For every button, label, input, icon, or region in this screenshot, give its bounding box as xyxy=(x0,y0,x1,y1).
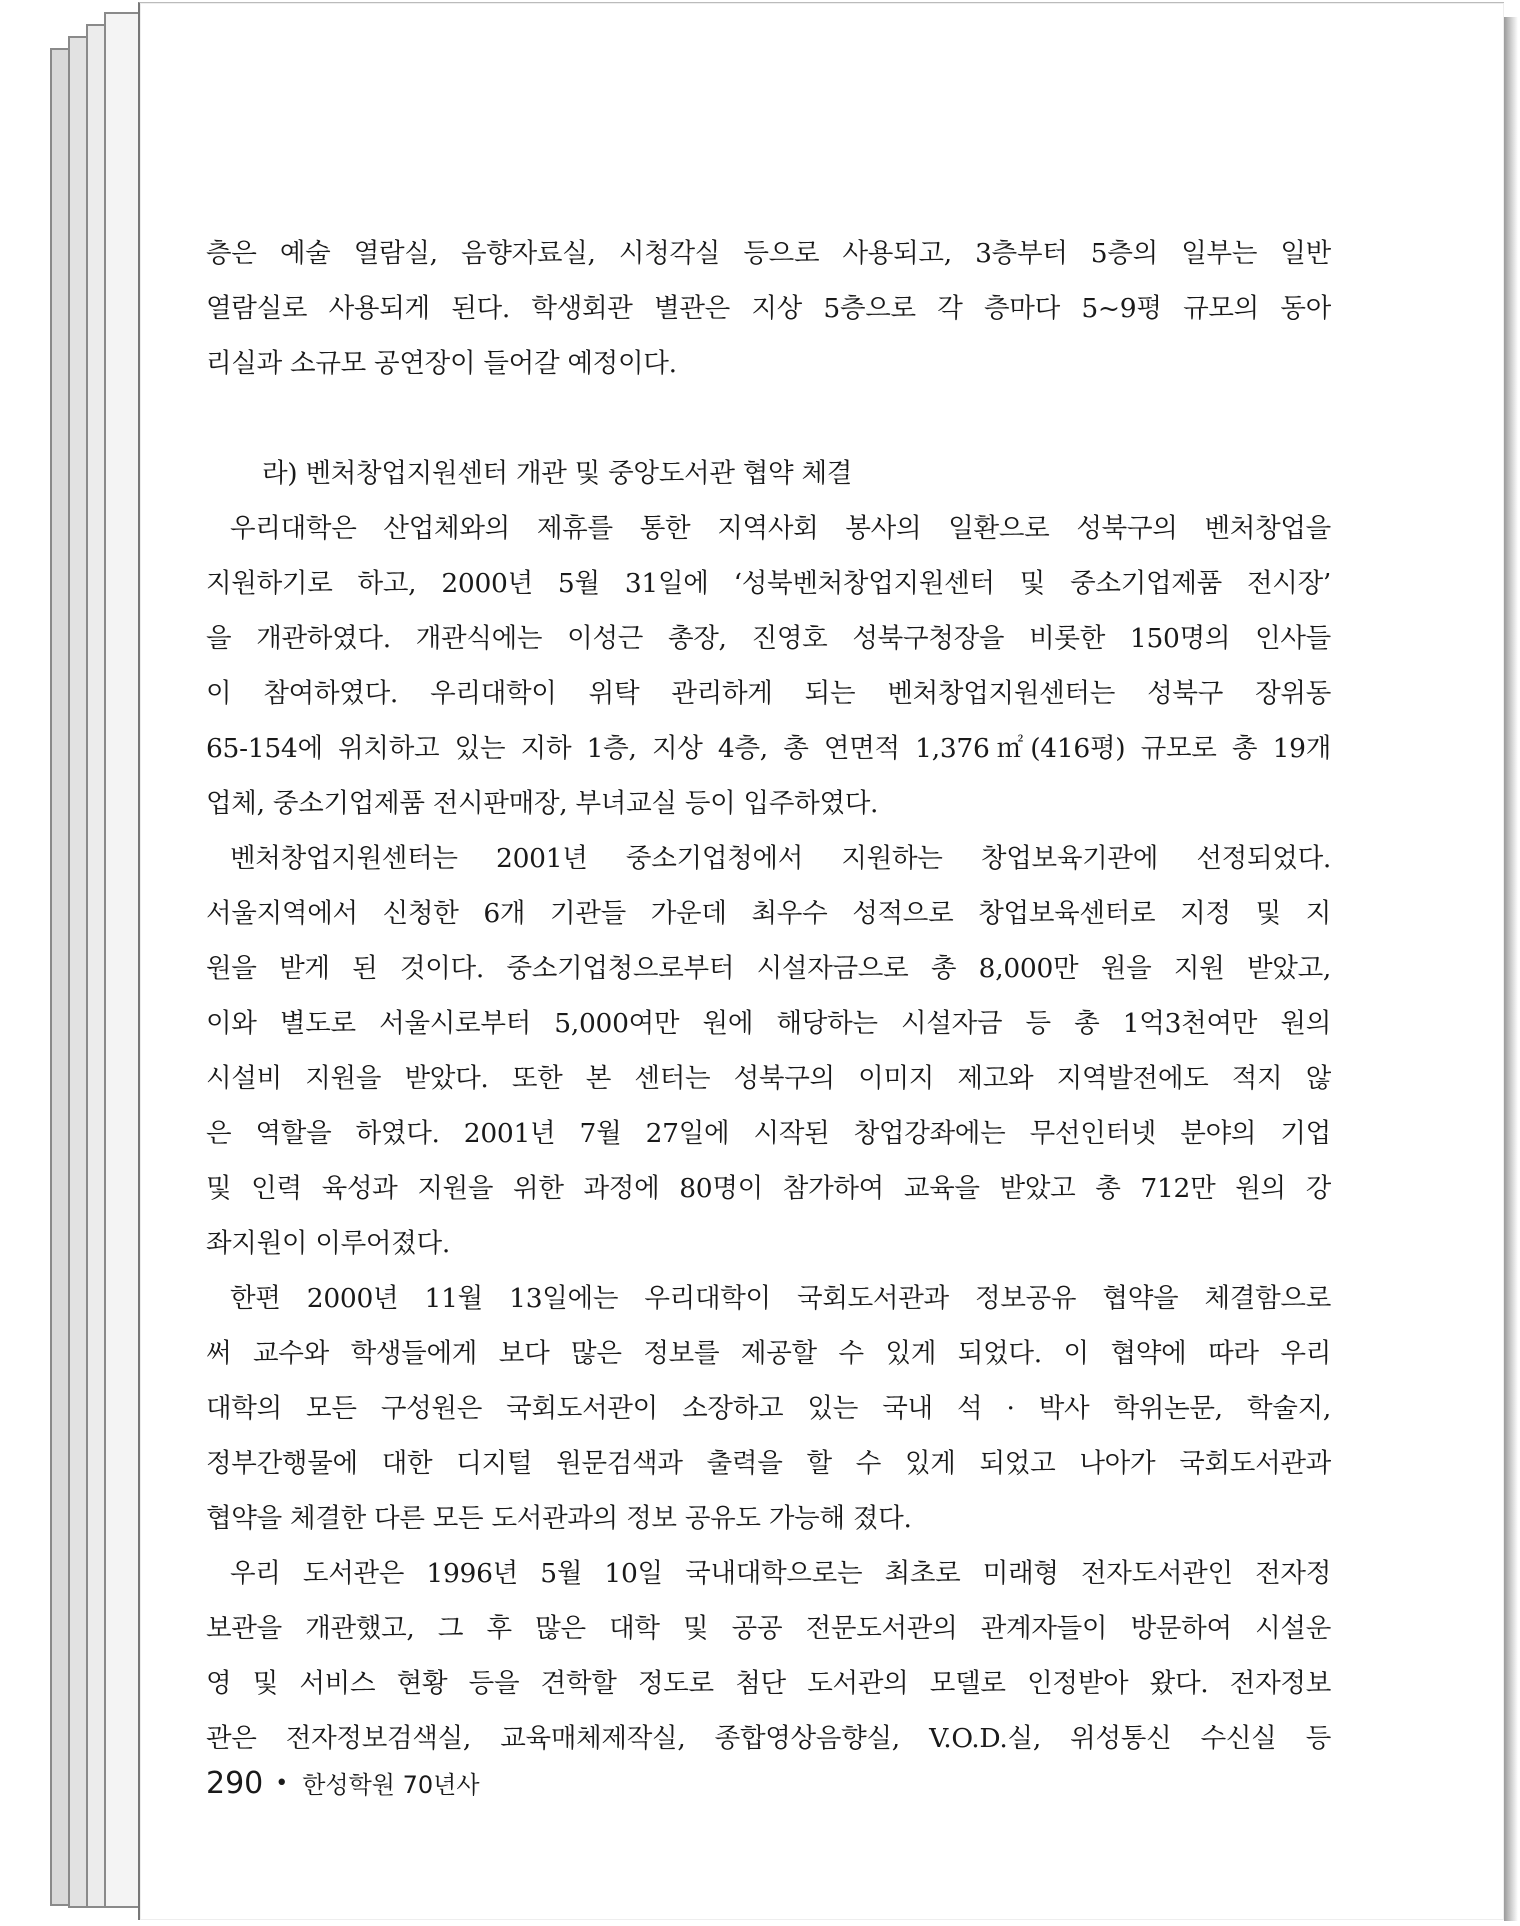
body-line: 이와 별도로 서울시로부터 5,000여만 원에 해당하는 시설자금 등 총 1억3천여만 원의 xyxy=(206,1008,1331,1039)
body-line: 좌지원이 이루어졌다. xyxy=(206,1228,450,1259)
body-line: 리실과 소규모 공연장이 들어갈 예정이다. xyxy=(206,348,677,379)
body-line: 협약을 체결한 다른 모든 도서관과의 정보 공유도 가능해 졌다. xyxy=(206,1503,912,1534)
body-line: 영 및 서비스 현황 등을 견학할 정도로 첨단 도서관의 모델로 인정받아 왔다. 전자정보 xyxy=(206,1668,1331,1699)
footer-bullet: • xyxy=(275,1771,289,1796)
page-body xyxy=(206,226,1331,1766)
body-line: 이 참여하였다. 우리대학이 위탁 관리하게 되는 벤처창업지원센터는 성북구 장위동 xyxy=(206,678,1331,709)
body-line: 우리 도서관은 1996년 5월 10일 국내대학으로는 최초로 미래형 전자도서관인 전자정 xyxy=(230,1558,1331,1589)
body-line: 업체, 중소기업제품 전시판매장, 부녀교실 등이 입주하였다. xyxy=(206,788,879,819)
body-line: 열람실로 사용되게 된다. 학생회관 별관은 지상 5층으로 각 층마다 5~9평 규모의 동아 xyxy=(206,293,1331,324)
paragraph xyxy=(206,501,1331,831)
body-line: 지원하기로 하고, 2000년 5월 31일에 ‘성북벤처창업지원센터 및 중소기업제품 전시장’ xyxy=(206,568,1331,599)
body-line: 65-154에 위치하고 있는 지하 1층, 지상 4층, 총 연면적 1,376㎡(416평) 규모로 총 19개 xyxy=(206,733,1331,764)
body-line: 시설비 지원을 받았다. 또한 본 센터는 성북구의 이미지 제고와 지역발전에도 적지 않 xyxy=(206,1063,1331,1094)
page-footer xyxy=(206,1765,480,1801)
page-number: 290 xyxy=(206,1766,264,1801)
body-line: 벤처창업지원센터는 2001년 중소기업청에서 지원하는 창업보육기관에 선정되었다. xyxy=(230,843,1331,874)
body-line: 한편 2000년 11월 13일에는 우리대학이 국회도서관과 정보공유 협약을 체결함으로 xyxy=(230,1283,1331,1314)
body-line: 대학의 모든 구성원은 국회도서관이 소장하고 있는 국내 석 · 박사 학위논문, 학술지, xyxy=(206,1393,1331,1424)
body-line: 및 인력 육성과 지원을 위한 과정에 80명이 참가하여 교육을 받았고 총 712만 원의 강 xyxy=(206,1173,1331,1204)
body-line: 보관을 개관했고, 그 후 많은 대학 및 공공 전문도서관의 관계자들이 방문하여 시설운 xyxy=(206,1613,1331,1644)
body-line: 정부간행물에 대한 디지털 원문검색과 출력을 할 수 있게 되었고 나아가 국회도서관과 xyxy=(206,1448,1331,1479)
section-heading: 라) 벤처창업지원센터 개관 및 중앙도서관 협약 체결 xyxy=(262,458,853,489)
body-line: 을 개관하였다. 개관식에는 이성근 총장, 진영호 성북구청장을 비롯한 150명의 인사들 xyxy=(206,623,1331,654)
body-line: 우리대학은 산업체와의 제휴를 통한 지역사회 봉사의 일환으로 성북구의 벤처창업을 xyxy=(230,513,1331,544)
book-title: 한성학원 70년사 xyxy=(302,1771,480,1799)
body-line: 층은 예술 열람실, 음향자료실, 시청각실 등으로 사용되고, 3층부터 5층의 일부는 일반 xyxy=(206,238,1331,269)
paragraph xyxy=(206,831,1331,1271)
body-line: 서울지역에서 신청한 6개 기관들 가운데 최우수 성적으로 창업보육센터로 지정 및 지 xyxy=(206,898,1331,929)
body-line: 원을 받게 된 것이다. 중소기업청으로부터 시설자금으로 총 8,000만 원을 지원 받았고, xyxy=(206,953,1331,984)
section-spacer xyxy=(206,391,1331,446)
paragraph xyxy=(206,1546,1331,1766)
body-line: 은 역할을 하였다. 2001년 7월 27일에 시작된 창업강좌에는 무선인터넷 분야의 기업 xyxy=(206,1118,1331,1149)
body-line: 관은 전자정보검색실, 교육매체제작실, 종합영상음향실, V.O.D.실, 위성통신 수신실 등 xyxy=(206,1723,1331,1754)
paragraph xyxy=(206,1271,1331,1546)
body-line: 써 교수와 학생들에게 보다 많은 정보를 제공할 수 있게 되었다. 이 협약에 따라 우리 xyxy=(206,1338,1331,1369)
